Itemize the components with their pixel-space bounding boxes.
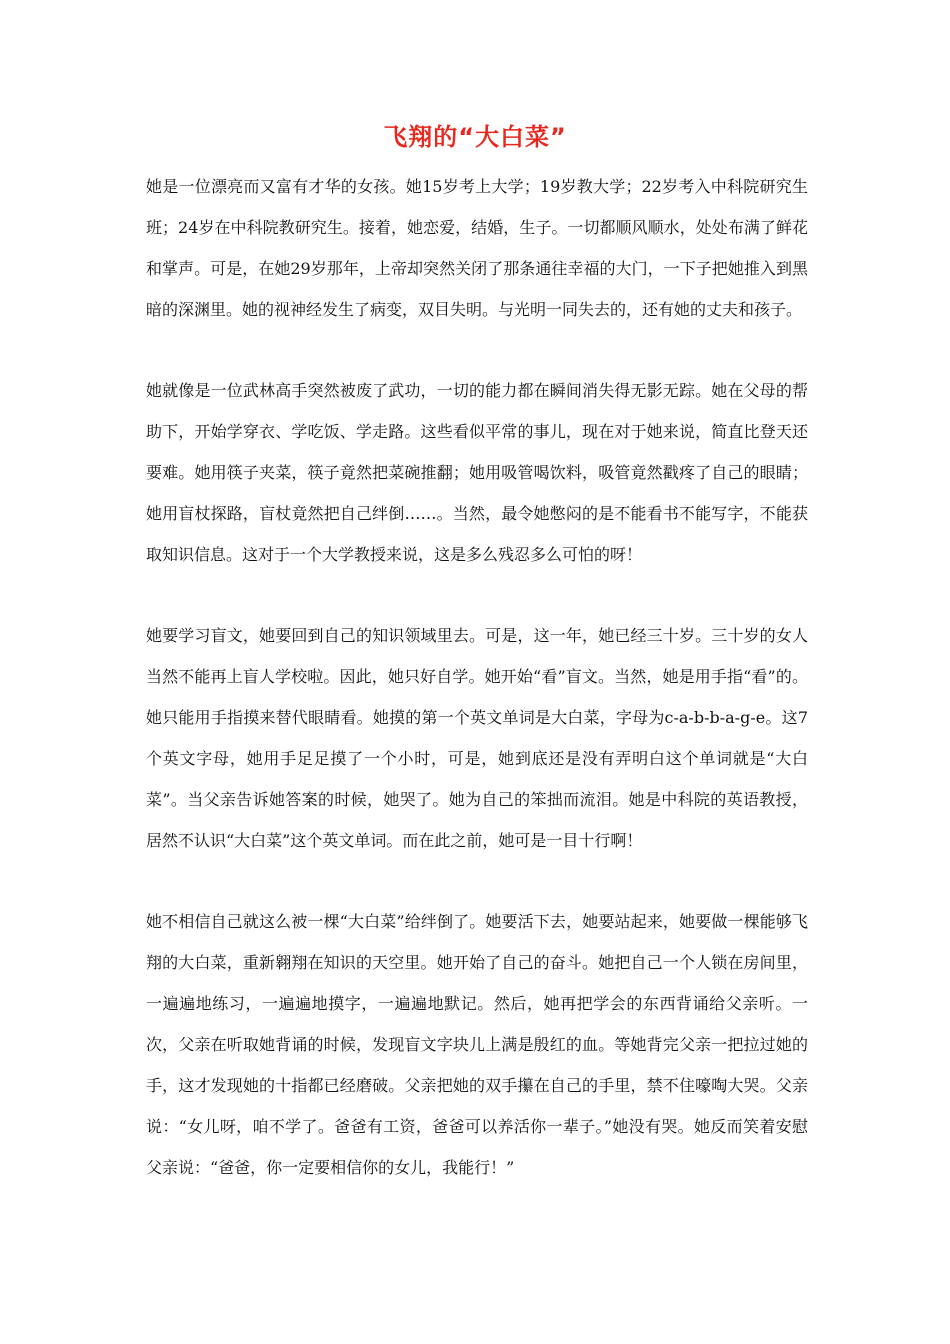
document-body (146, 166, 808, 1228)
document-title: 飞翔的“大白菜” (383, 123, 567, 151)
paragraph-4: 她不相信自己就这么被一棵“大白菜”给绊倒了。她要活下去，她要站起来，她要做一棵能够飞翔的大白菜，重新翱翔在知识的天空里。她开始了自己的奋斗。她把自己一个人锁在房间里，一遍遍地练习，一遍遍地摸字，一遍遍地默记。然后，她再把学会的东西背诵给父亲听。一次，父亲在听取她背诵的时候，发现盲文字块儿上满是殷红的血。等她背完父亲一把拉过她的手，这才发现她的十指都已经磨破。父亲把她的双手攥在自己的手里，禁不住嚎啕大哭。父亲说：“女儿呀，咱不学了。爸爸有工资，爸爸可以养活你一辈子。”她没有哭。她反而笑着安慰父亲说：“爸爸，你一定要相信你的女儿，我能行！” (146, 912, 808, 1177)
paragraph-2: 她就像是一位武林高手突然被废了武功，一切的能力都在瞬间消失得无影无踪。她在父母的帮助下，开始学穿衣、学吃饭、学走路。这些看似平常的事儿，现在对于她来说，简直比登天还要难。她用筷子夹菜，筷子竟然把菜碗推翻；她用吸管喝饮料，吸管竟然戳疼了自己的眼睛；她用盲杖探路，盲杖竟然把自己绊倒……。当然，最令她憋闷的是不能看书不能写字，不能获取知识信息。这对于一个大学教授来说，这是多么残忍多么可怕的呀！ (146, 381, 808, 564)
paragraph-1: 她是一位漂亮而又富有才华的女孩。她15岁考上大学；19岁教大学；22岁考入中科院研究生班；24岁在中科院教研究生。接着，她恋爱，结婚，生子。一切都顺风顺水，处处布满了鲜花和掌声。可是，在她29岁那年，上帝却突然关闭了那条通往幸福的大门，一下子把她推入到黑暗的深渊里。她的视神经发生了病变，双目失明。与光明一同失去的，还有她的丈夫和孩子。 (146, 177, 808, 319)
paragraph-3: 她要学习盲文，她要回到自己的知识领域里去。可是，这一年，她已经三十岁。三十岁的女人当然不能再上盲人学校啦。因此，她只好自学。她开始“看”盲文。当然，她是用手指“看”的。她只能用手指摸来替代眼睛看。她摸的第一个英文单词是大白菜，字母为c-a-b-b-a-g-e。这7个英文字母，她用手足足摸了一个小时，可是，她到底还是没有弄明白这个单词就是“大白菜”。当父亲告诉她答案的时候，她哭了。她为自己的笨拙而流泪。她是中科院的英语教授，居然不认识“大白菜”这个英文单词。而在此之前，她可是一目十行啊！ (146, 626, 808, 850)
